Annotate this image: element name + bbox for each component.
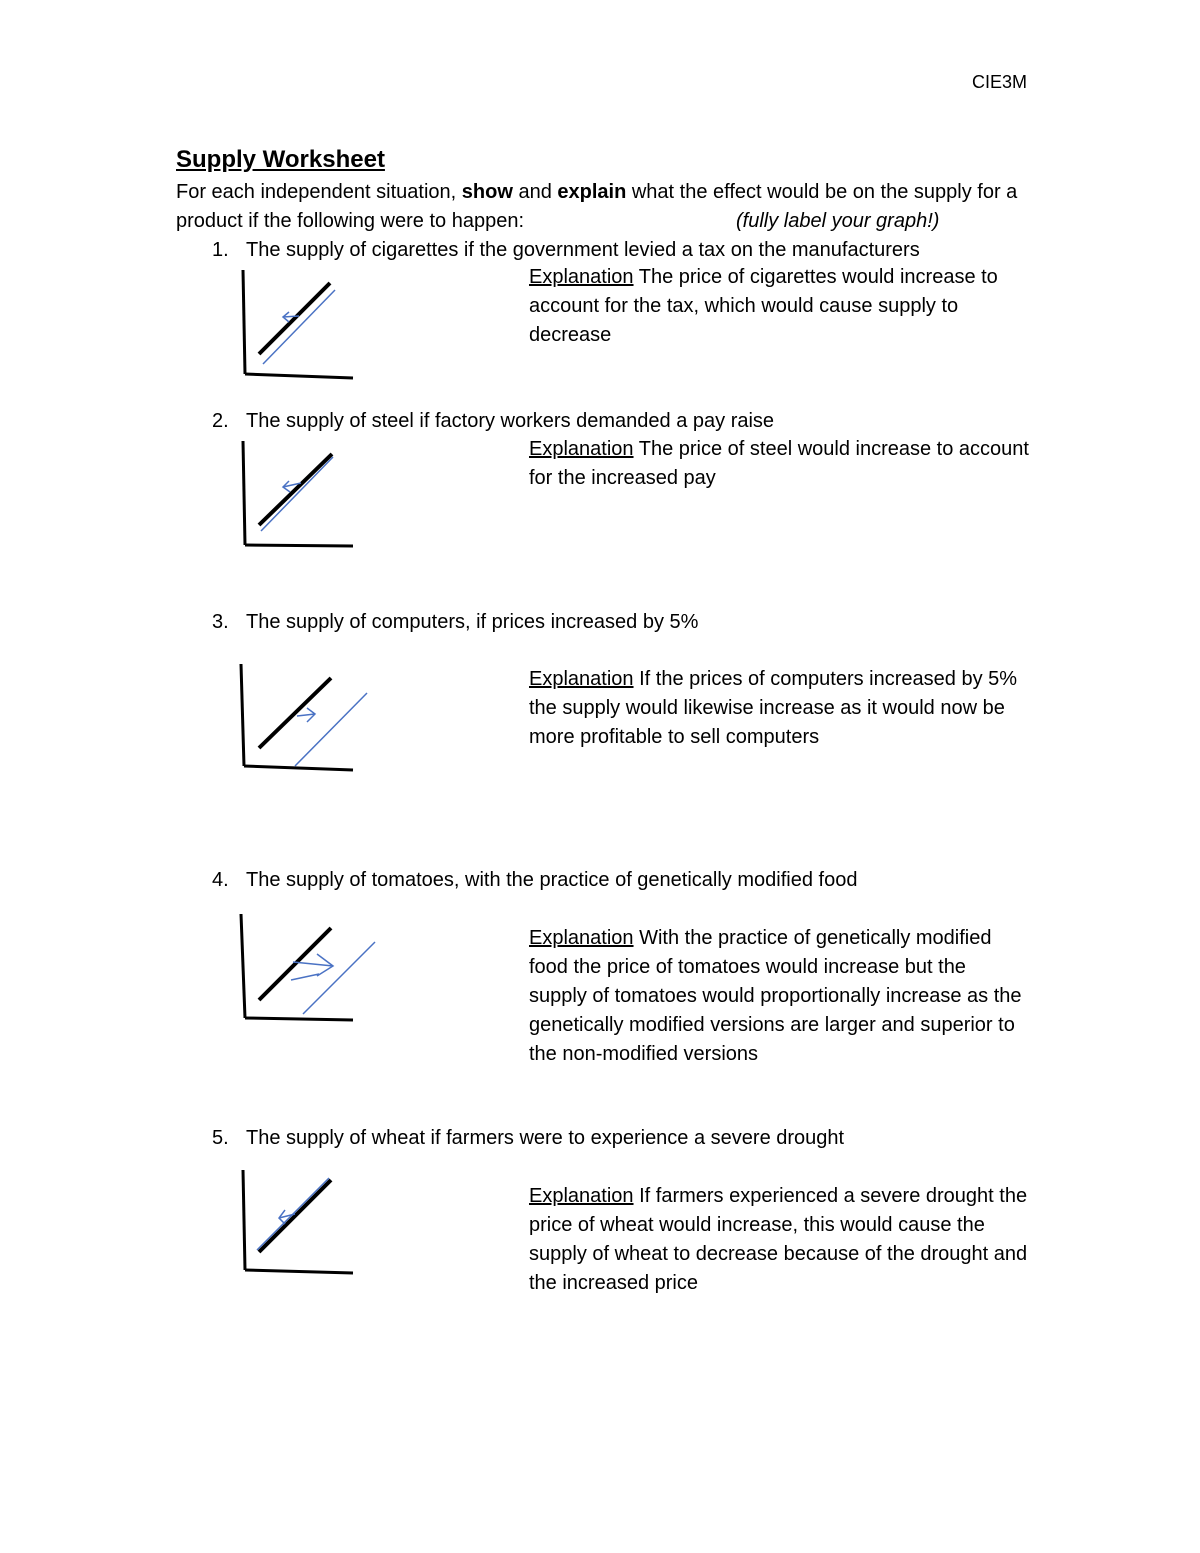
instructions-text: For each independent situation, [176,181,462,203]
original-supply-line [259,454,332,525]
explanation-label: Explanation [529,927,634,949]
question-number: 4. [212,869,229,891]
original-supply-line [259,1180,331,1252]
shifted-supply-line [261,457,333,531]
supply-graph-4 [235,910,380,1030]
page-title: Supply Worksheet [176,146,385,173]
question-5 [212,1124,844,1153]
course-code: CIE3M [972,72,1028,92]
question-text: The supply of tomatoes, with the practice of genetically modified food [246,869,858,891]
instructions-show: show [461,181,513,203]
original-supply-line [259,678,331,748]
x-axis [245,545,353,546]
supply-graph-2 [235,437,360,552]
explanation-label: Explanation [529,438,634,460]
shift-arrow-icon [291,954,333,980]
y-axis [243,270,245,374]
explanation-label: Explanation [529,266,634,288]
explanation-text: With the practice of genetically modified food the price of tomatoes would increase but the supply of tomatoes would proportionally increase as the genetically modified versions are larger and superior to the non-modified versions [529,927,1022,1065]
explanation-3 [529,665,1029,752]
question-number: 2. [212,410,229,432]
y-axis [241,914,245,1018]
supply-graph-1 [235,266,360,386]
explanation-text: The price of cigarettes would increase to account for the tax, which would cause supply to decrease [529,266,998,346]
question-text: The supply of computers, if prices increased by 5% [246,611,699,633]
explanation-text: If farmers experienced a severe drought the price of wheat would increase, this would cause the supply of wheat to decrease because of the drought and the increased price [529,1185,1028,1294]
original-supply-line [259,283,330,354]
explanation-1 [529,263,1029,350]
supply-graph-5 [235,1166,360,1281]
question-4 [212,866,857,895]
question-text: The supply of steel if factory workers demanded a pay raise [246,410,775,432]
supply-graph-3 [235,660,375,775]
shifted-supply-line [263,290,335,364]
explanation-2 [529,435,1029,493]
instructions-text-2: what the effect would be on the supply for a product if the following were to happen: [176,181,1018,232]
y-axis [243,441,245,545]
question-1 [212,236,920,265]
x-axis [245,1018,353,1020]
explanation-5 [529,1182,1029,1298]
question-number: 3. [212,611,229,633]
explanation-label: Explanation [529,1185,634,1207]
question-text: The supply of cigarettes if the government levied a tax on the manufacturers [246,239,920,261]
instructions [176,178,1036,236]
question-number: 5. [212,1127,229,1149]
question-text: The supply of wheat if farmers were to experience a severe drought [246,1127,845,1149]
explanation-text: If the prices of computers increased by 5% the supply would likewise increase as it would now be more profitable to sell computers [529,668,1018,748]
question-2 [212,407,774,436]
question-number: 1. [212,239,229,261]
y-axis [241,664,244,766]
instructions-explain: explain [557,181,627,203]
explanation-label: Explanation [529,668,634,690]
y-axis [243,1170,245,1270]
x-axis [244,766,353,770]
graph-hint: (fully label your graph!) [736,210,940,232]
explanation-text: The price of steel would increase to account for the increased pay [529,438,1029,489]
shifted-supply-line [303,942,375,1014]
x-axis [245,1270,353,1273]
instructions-and: and [512,181,558,203]
x-axis [245,374,353,378]
question-3 [212,608,698,637]
explanation-4 [529,924,1029,1069]
